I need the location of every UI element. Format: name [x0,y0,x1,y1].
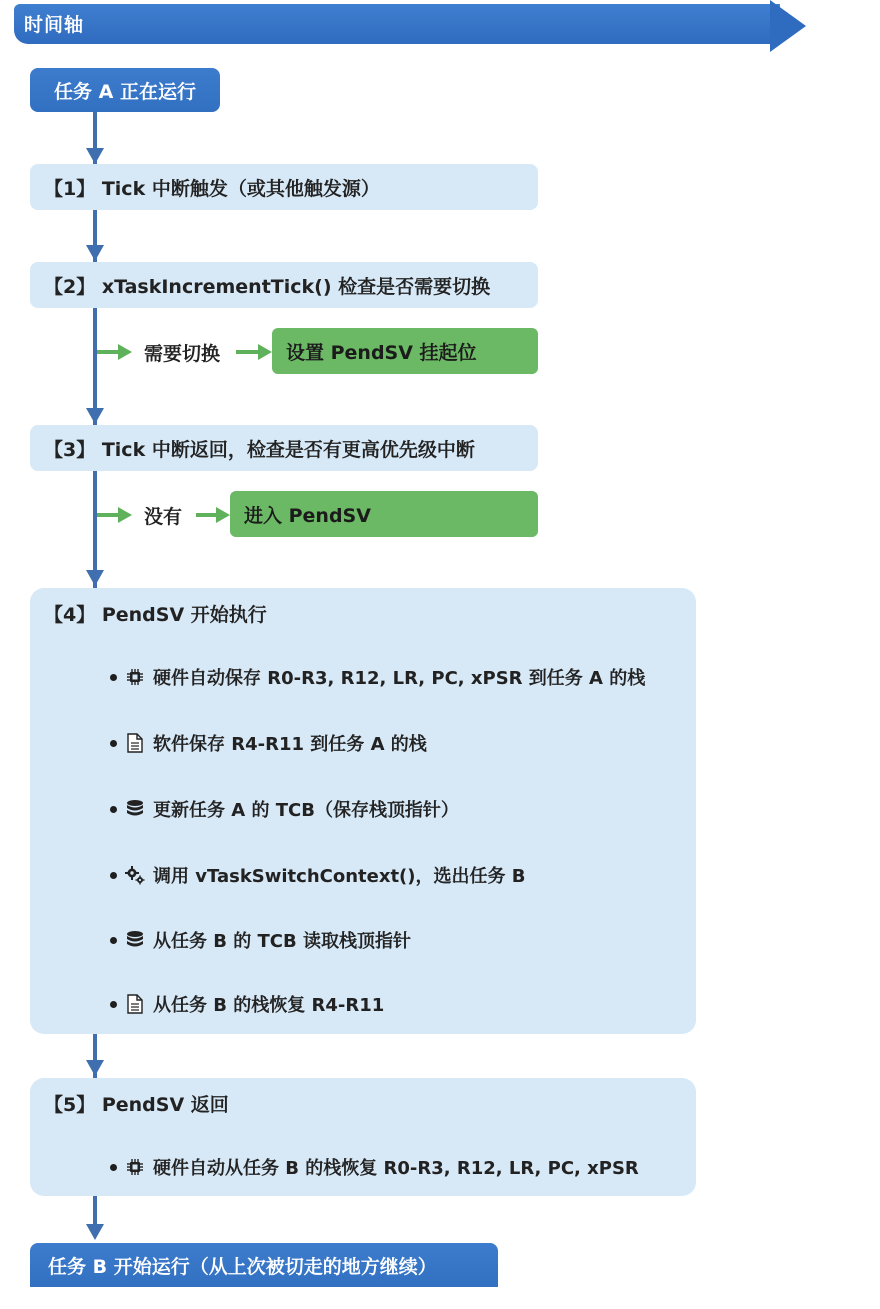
step-4-title: 【4】 PendSV 开始执行 [44,604,267,626]
bullet-dot [110,872,117,879]
branch-3-condition: 没有 [144,506,183,528]
branch-3-arrow-a [118,507,132,523]
chip-icon [125,667,145,687]
arrow-to-end [86,1224,104,1240]
document-icon [125,994,145,1014]
pendsv-item-4 [110,860,526,890]
pendsv-item-6 [110,989,384,1019]
arrow-to-step-1 [86,148,104,164]
pendsv-item-3 [110,794,459,824]
return-item-text: 硬件自动从任务 B 的栈恢复 R0-R3, R12, LR, PC, xPSR [153,1158,639,1179]
branch-3-line-b [196,513,218,517]
branch-2-line-b [236,350,260,354]
step-2-box: 【2】 xTaskIncrementTick() 检查是否需要切换 [30,262,538,308]
branch-2-line-a [97,350,119,354]
bullet-dot [110,674,117,681]
branch-2-arrow-a [118,344,132,360]
document-icon [125,733,145,753]
bullet-dot [110,1164,117,1171]
timeline-bar [14,4,780,44]
end-node-task-b: 任务 B 开始运行（从上次被切走的地方继续） [30,1243,498,1287]
timeline-label: 时间轴 [24,14,85,36]
pendsv-item-1 [110,662,645,692]
branch-2-action-box: 设置 PendSV 挂起位 [272,328,538,374]
arrow-to-step-3 [86,408,104,424]
database-icon [125,799,145,819]
branch-3-line-a [97,513,119,517]
arrow-to-step-4 [86,570,104,586]
gears-icon [125,865,145,885]
pendsv-item-text: 更新任务 A 的 TCB（保存栈顶指针） [153,800,459,821]
arrow-to-step-2 [86,245,104,261]
pendsv-item-text: 调用 vTaskSwitchContext()，选出任务 B [153,866,526,887]
arrow-to-step-5 [86,1060,104,1076]
branch-2-condition: 需要切换 [144,343,221,365]
pendsv-item-text: 硬件自动保存 R0-R3, R12, LR, PC, xPSR 到任务 A 的栈 [153,668,646,689]
bullet-dot [110,1001,117,1008]
bullet-dot [110,806,117,813]
return-item-1 [110,1152,639,1182]
branch-3-arrow-b [216,507,230,523]
database-icon [125,930,145,950]
branch-3-action-box: 进入 PendSV [230,491,538,537]
start-node-task-a: 任务 A 正在运行 [30,68,220,112]
branch-2-arrow-b [258,344,272,360]
timeline-arrow-head [770,0,806,52]
step-3-box: 【3】 Tick 中断返回，检查是否有更高优先级中断 [30,425,538,471]
step-1-box: 【1】 Tick 中断触发（或其他触发源） [30,164,538,210]
bullet-dot [110,740,117,747]
bullet-dot [110,937,117,944]
step-5-title: 【5】 PendSV 返回 [44,1094,229,1116]
pendsv-item-text: 从任务 B 的栈恢复 R4-R11 [153,995,385,1016]
pendsv-item-5 [110,925,411,955]
pendsv-item-2 [110,728,427,758]
pendsv-item-text: 软件保存 R4-R11 到任务 A 的栈 [153,734,427,755]
pendsv-item-text: 从任务 B 的 TCB 读取栈顶指针 [153,931,411,952]
chip-icon [125,1157,145,1177]
